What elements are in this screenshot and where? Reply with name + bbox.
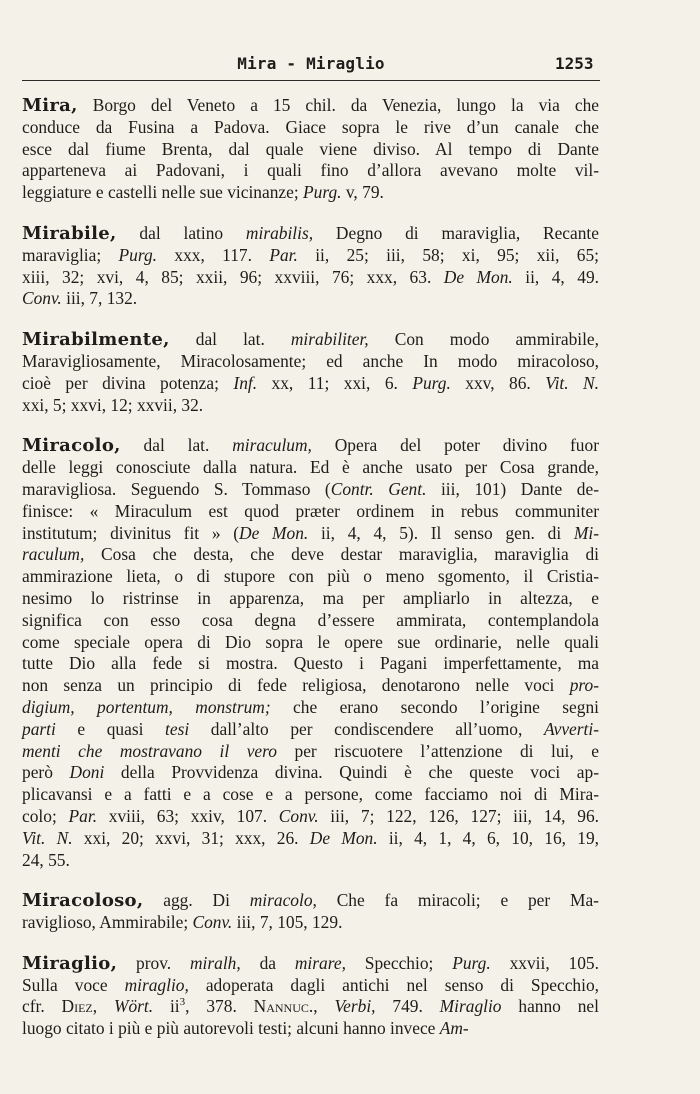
text-run: Sulla voce (22, 974, 125, 995)
dictionary-entry (22, 329, 599, 416)
entry-line (22, 632, 599, 654)
text-run: v, 79. (341, 182, 384, 203)
text-run: xviii, 63; xxiv, 107. (97, 805, 279, 826)
entry-line (22, 329, 599, 351)
text-run: Mi- (573, 522, 599, 543)
dictionary-entry (22, 953, 599, 1040)
entry-line (22, 675, 599, 697)
entry-line (22, 610, 599, 632)
entry-line (22, 1018, 599, 1040)
entry-line (22, 288, 599, 310)
entry-line (22, 566, 599, 588)
text-run: dall’alto per condiscendere all’uomo, (189, 718, 544, 739)
text-run: 3 (179, 996, 186, 1009)
text-run: agg. Di (143, 890, 250, 911)
text-run: però (22, 762, 70, 783)
text-run: ii, 4, 49. (512, 266, 599, 287)
entry-headword: Miracolo, (22, 435, 121, 457)
text-run: digium, portentum, monstrum; (22, 696, 271, 717)
text-run: xxvii, 105. (490, 952, 599, 973)
text-run: leggiature e castelli nelle sue vicinanze; (22, 182, 304, 203)
entry-line (22, 117, 599, 139)
text-run: plicavansi e a fatti e a cose e a persone, come facciamo noi di Mira- (22, 784, 599, 805)
entry-line (22, 351, 599, 373)
text-run: hanno nel (501, 996, 599, 1017)
entry-line (22, 806, 599, 828)
text-run: xxi, 5; xxvi, 12; xxvii, 32. (22, 394, 204, 415)
text-run: Con modo ammirabile, (368, 329, 599, 350)
entry-line (22, 223, 599, 245)
entry-line (22, 395, 599, 417)
entries-column (22, 95, 599, 1059)
text-run: iii, 7, 105, 129. (232, 912, 343, 933)
text-run: pro- (569, 675, 599, 696)
entry-line (22, 828, 599, 850)
text-run: ii, 4, 4, 5). Il senso gen. di (308, 522, 574, 543)
text-run: De Mon. (443, 266, 513, 287)
entry-line (22, 762, 599, 784)
entry-line (22, 719, 599, 741)
text-run: da (240, 952, 295, 973)
text-run: ii, 4, 1, 4, 6, 10, 16, 19, (377, 827, 599, 848)
text-run: tutte Dio alla fede si mostra. Questo i Pagani imperfettamente, ma (22, 653, 599, 674)
text-run: Vit. N. (22, 827, 73, 848)
dictionary-entry (22, 95, 599, 204)
text-run: dal lat. (169, 329, 291, 350)
entry-headword: Miracoloso, (22, 890, 144, 912)
text-run: Cosa che desta, che deve destar maraviglia, maraviglia di (84, 544, 599, 565)
text-run (318, 996, 335, 1016)
entry-line (22, 95, 599, 117)
text-run: Maravigliosamente, Miracolosamente; ed anche In modo miracoloso, (22, 350, 599, 371)
text-run (97, 996, 114, 1016)
text-run: Am- (439, 1018, 469, 1039)
entry-line (22, 267, 599, 289)
text-run: cioè per divina potenza; (22, 372, 234, 393)
entry-line (22, 457, 599, 479)
text-run: 749. (375, 996, 440, 1017)
text-run: tesi (165, 718, 190, 739)
text-run: Diez, (61, 996, 98, 1017)
text-run: della Provvidenza divina. Quindi è che queste voci ap- (104, 762, 600, 783)
text-run: Degno di maraviglia, Recante (313, 222, 599, 243)
entry-line (22, 588, 599, 610)
text-run: ii, 25; iii, 58; xi, 95; xii, 65; (297, 244, 600, 265)
text-run: Inf. (233, 372, 258, 393)
text-run: delle leggi conosciute dalla natura. Ed è anche usato per Cosa grande, (22, 457, 599, 478)
text-run: cfr. (22, 996, 62, 1017)
entry-line (22, 784, 599, 806)
text-run: , 378. (185, 996, 254, 1017)
entry-headword: Mirabilmente, (22, 329, 170, 351)
dictionary-entry (22, 223, 599, 310)
text-run: Purg. (118, 244, 158, 265)
text-run: raviglioso, Ammirabile; (22, 912, 193, 933)
text-run: Contr. Gent. (330, 478, 427, 499)
text-run: come speciale opera di Dio sopra le opere sue ordinarie, nelle quali (22, 631, 599, 652)
text-run: maravigliosa. Seguendo S. Tommaso ( (22, 478, 331, 499)
text-run: non senza un principio di fede religiosa, denotarono nelle voci (22, 675, 570, 696)
text-run: Conv. (22, 288, 62, 309)
text-run: raculum, (22, 544, 85, 565)
entry-headword: Mira, (22, 95, 78, 116)
text-run: xxx, 117. (157, 244, 270, 265)
entry-headword: Mirabile, (22, 222, 117, 244)
text-run: Nannuc., (253, 996, 318, 1017)
text-run: miraglio, (124, 974, 189, 995)
running-head (22, 52, 600, 81)
text-run: iii, 7, 132. (61, 288, 138, 309)
text-run: ammirazione lieta, o di stupore con più o meno sgomento, il Cristia- (22, 566, 599, 587)
text-run: ii (153, 996, 180, 1017)
text-run: mirare, (294, 952, 346, 973)
entry-line (22, 850, 599, 872)
text-run: mirabiliter, (290, 329, 369, 350)
text-run: significa con esso cosa degna d’essere ammirata, contemplandola (22, 609, 599, 630)
text-run: colo; (22, 805, 69, 826)
entry-line (22, 479, 599, 501)
text-run: Conv. (278, 805, 319, 826)
text-run: e quasi (55, 718, 166, 739)
text-run: prov. (117, 952, 190, 973)
entry-line (22, 697, 599, 719)
text-run: Avverti- (543, 718, 599, 739)
entry-line (22, 996, 599, 1018)
text-run: esce dal fiume Brenta, dal quale viene diviso. Al tempo di Dante (22, 138, 599, 159)
text-run: Opera del poter divino fuor (311, 435, 599, 456)
text-run: 24, 55. (22, 849, 70, 870)
entry-line (22, 501, 599, 523)
dictionary-entry (22, 890, 599, 934)
text-run: Miraglio (439, 996, 502, 1017)
text-run: miracolo, (249, 890, 317, 911)
text-run: Specchio; (345, 952, 453, 973)
text-run: apparteneva ai Padovani, i quali fino d’allora avevano molte vil- (22, 160, 599, 181)
text-run: finisce: « Miraculum est quod præter ordinem in rebus communiter (22, 500, 599, 521)
text-run: Purg. (452, 952, 491, 973)
entry-line (22, 523, 599, 545)
page-number: 1253 (555, 54, 594, 73)
text-run: xx, 11; xxi, 6. (257, 372, 413, 393)
text-run: dal latino (116, 222, 246, 243)
running-title: Mira - Miraglio (237, 54, 385, 73)
text-run: Che fa miracoli; e per Ma- (316, 890, 599, 911)
entry-line (22, 953, 599, 975)
entry-line (22, 741, 599, 763)
text-run: nesimo lo ristrinse in apparenza, ma per ampliarlo in altezza, e (22, 587, 599, 608)
text-run: iii, 101) Dante de- (426, 478, 600, 499)
text-run: iii, 7; 122, 126, 127; iii, 14, 96. (318, 805, 599, 826)
entry-line (22, 182, 599, 204)
text-run: che erano secondo l’origine segni (270, 696, 599, 717)
text-run: conduce da Fusina a Padova. Giace sopra le rive d’un canale che (22, 116, 599, 137)
text-run: xiii, 32; xvi, 4, 85; xxii, 96; xxviii, 76; xxx, 63. (22, 266, 444, 287)
entry-headword: Miraglio, (22, 952, 118, 974)
text-run: Par. (68, 805, 98, 826)
text-run: per riscuotere l’attenzione di lui, e (276, 740, 599, 761)
text-run: institutum; divinitus fit » ( (22, 522, 240, 543)
text-run: miraculum, (232, 435, 312, 456)
text-run: luogo citato i più e più autorevoli testi; alcuni hanno invece (22, 1018, 440, 1039)
text-run: Conv. (192, 912, 233, 933)
text-run: Doni (69, 762, 105, 783)
text-run: Borgo del Veneto a 15 chil. da Venezia, lungo la via che (77, 95, 599, 115)
text-run: mirabilis, (245, 222, 314, 243)
dictionary-entry (22, 435, 599, 871)
entry-line (22, 139, 599, 161)
entry-line (22, 245, 599, 267)
text-run: xxv, 86. (450, 372, 546, 393)
text-run: dal lat. (120, 435, 233, 456)
text-run: De Mon. (309, 827, 378, 848)
text-run: Purg. (303, 182, 342, 203)
text-run: maraviglia; (22, 244, 119, 265)
text-run: De Mon. (239, 522, 309, 543)
text-run: menti che mostravano il vero (22, 740, 277, 761)
text-run: Vit. N. (545, 372, 600, 393)
text-run: adoperata dagli antichi nel senso di Specchio, (188, 974, 600, 995)
text-run: Par. (269, 244, 298, 265)
text-run: Wört. (113, 996, 154, 1017)
entry-line (22, 373, 599, 395)
text-run: parti (22, 718, 56, 739)
entry-line (22, 544, 599, 566)
entry-line (22, 890, 599, 912)
entry-line (22, 975, 599, 997)
entry-line (22, 912, 599, 934)
entry-line (22, 160, 599, 182)
text-run: miralh, (189, 952, 241, 973)
entry-line (22, 653, 599, 675)
text-run: xxi, 20; xxvi, 31; xxx, 26. (72, 827, 310, 848)
entry-line (22, 435, 599, 457)
text-run: Purg. (412, 372, 451, 393)
text-run: Verbi, (334, 996, 376, 1017)
